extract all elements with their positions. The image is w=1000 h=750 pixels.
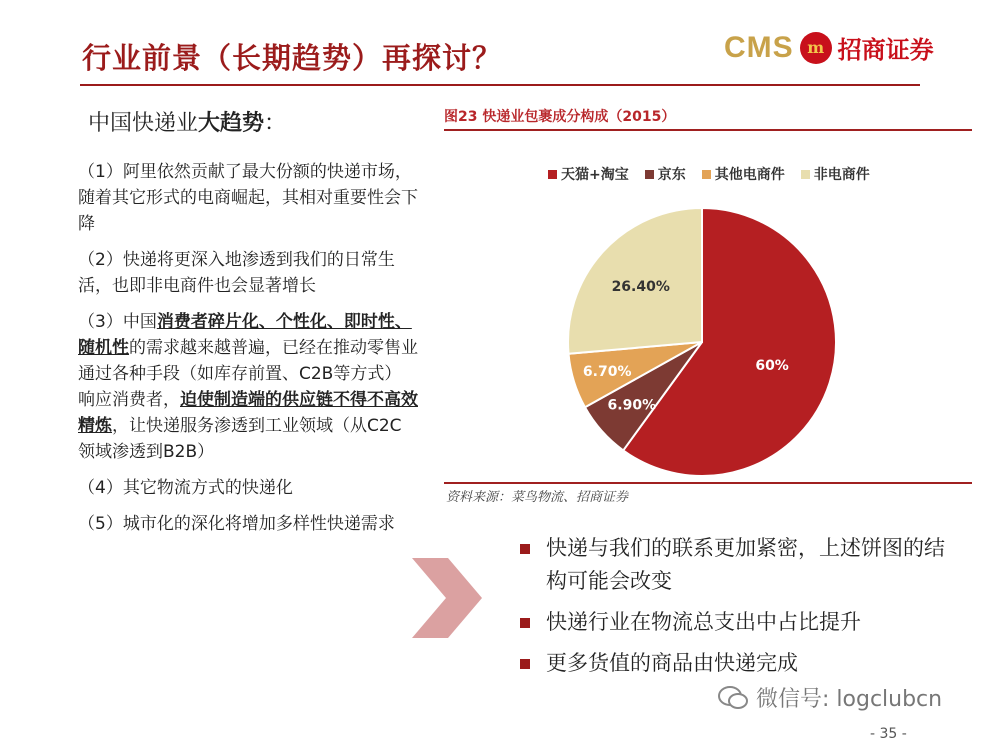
legend-label: 天猫+淘宝 — [561, 167, 629, 183]
pie-data-label: 26.40% — [611, 278, 670, 295]
heading-suffix: ： — [264, 111, 287, 136]
figure-top-rule — [444, 129, 972, 131]
trend-point-1: （1）阿里依然贡献了最大份额的快递市场，随着其它形式的电商崛起，其相对重要性会下降 — [78, 162, 418, 234]
company-logo — [724, 30, 934, 65]
title-divider — [80, 84, 920, 86]
wechat-watermark — [718, 682, 942, 713]
legend-item — [702, 164, 785, 184]
page-number: - 35 - — [870, 726, 907, 742]
legend-swatch — [548, 170, 557, 179]
trend-point-2: （2）快递将更深入地渗透到我们的日常生活，也即非电商件也会显著增长 — [78, 250, 395, 296]
conclusion-list — [520, 532, 950, 688]
legend-swatch — [645, 170, 654, 179]
bullet-text: 快递行业在物流总支出中占比提升 — [546, 610, 861, 634]
logo-badge-icon: m — [800, 32, 832, 64]
figure-bottom-rule — [444, 482, 972, 484]
trend-point-5: （5）城市化的深化将增加多样性快递需求 — [78, 514, 395, 534]
trend-point-3 — [78, 309, 418, 465]
logo-chinese-text: 招商证券 — [837, 36, 934, 64]
pie-data-label: 6.70% — [582, 364, 632, 381]
pie-chart — [566, 206, 838, 478]
trend-heading — [88, 106, 418, 137]
trend-text-panel — [78, 100, 418, 547]
point-3-part-a: （3）中国 — [78, 312, 157, 332]
trend-point-4: （4）其它物流方式的快递化 — [78, 478, 293, 498]
point-3-part-c: 的需求越来越普遍，已经在推动零售业通过各种手段（如库存前置、C2B等方式）响应消费者， — [78, 338, 418, 410]
watermark-text: 微信号: logclubcn — [756, 687, 943, 712]
point-3-part-e: ，让快递服务渗透到工业领域（从C2C领域渗透到B2B） — [78, 416, 402, 462]
legend-label: 非电商件 — [813, 167, 870, 183]
page-title: 行业前景（长期趋势）再探讨？ — [82, 41, 503, 75]
legend-item — [548, 164, 629, 184]
legend-swatch — [702, 170, 711, 179]
point-3-emphasis-2: 迫使制造端的供应链不得不高效精炼 — [78, 390, 418, 436]
wechat-icon — [718, 685, 748, 711]
list-item — [520, 606, 950, 639]
logo-cms-text: CMS — [724, 30, 794, 64]
legend-label: 其他电商件 — [714, 167, 785, 183]
legend-item — [801, 164, 870, 184]
bullet-text: 快递与我们的联系更加紧密，上述饼图的结构可能会改变 — [546, 536, 945, 593]
list-item — [520, 647, 950, 680]
legend-swatch — [801, 170, 810, 179]
figure-source: 资料来源：菜鸟物流、招商证券 — [446, 490, 629, 505]
heading-prefix: 中国快递业 — [88, 111, 199, 136]
list-item — [520, 532, 950, 598]
figure-title: 图23 快递业包裹成分构成（2015） — [444, 109, 676, 125]
point-3-emphasis-1: 消费者碎片化、个性化、即时性、随机性 — [78, 312, 412, 358]
legend-label: 京东 — [657, 167, 686, 183]
bullet-square-icon — [520, 544, 530, 554]
bullet-text: 更多货值的商品由快递完成 — [546, 651, 798, 675]
heading-bold: 大趋势 — [198, 111, 265, 136]
legend-item — [645, 164, 686, 184]
pie-data-label: 60% — [755, 357, 789, 374]
bullet-square-icon — [520, 659, 530, 669]
chart-legend — [548, 164, 870, 184]
bullet-square-icon — [520, 618, 530, 628]
pie-data-label: 6.90% — [607, 397, 657, 414]
chevron-right-icon — [412, 558, 482, 638]
